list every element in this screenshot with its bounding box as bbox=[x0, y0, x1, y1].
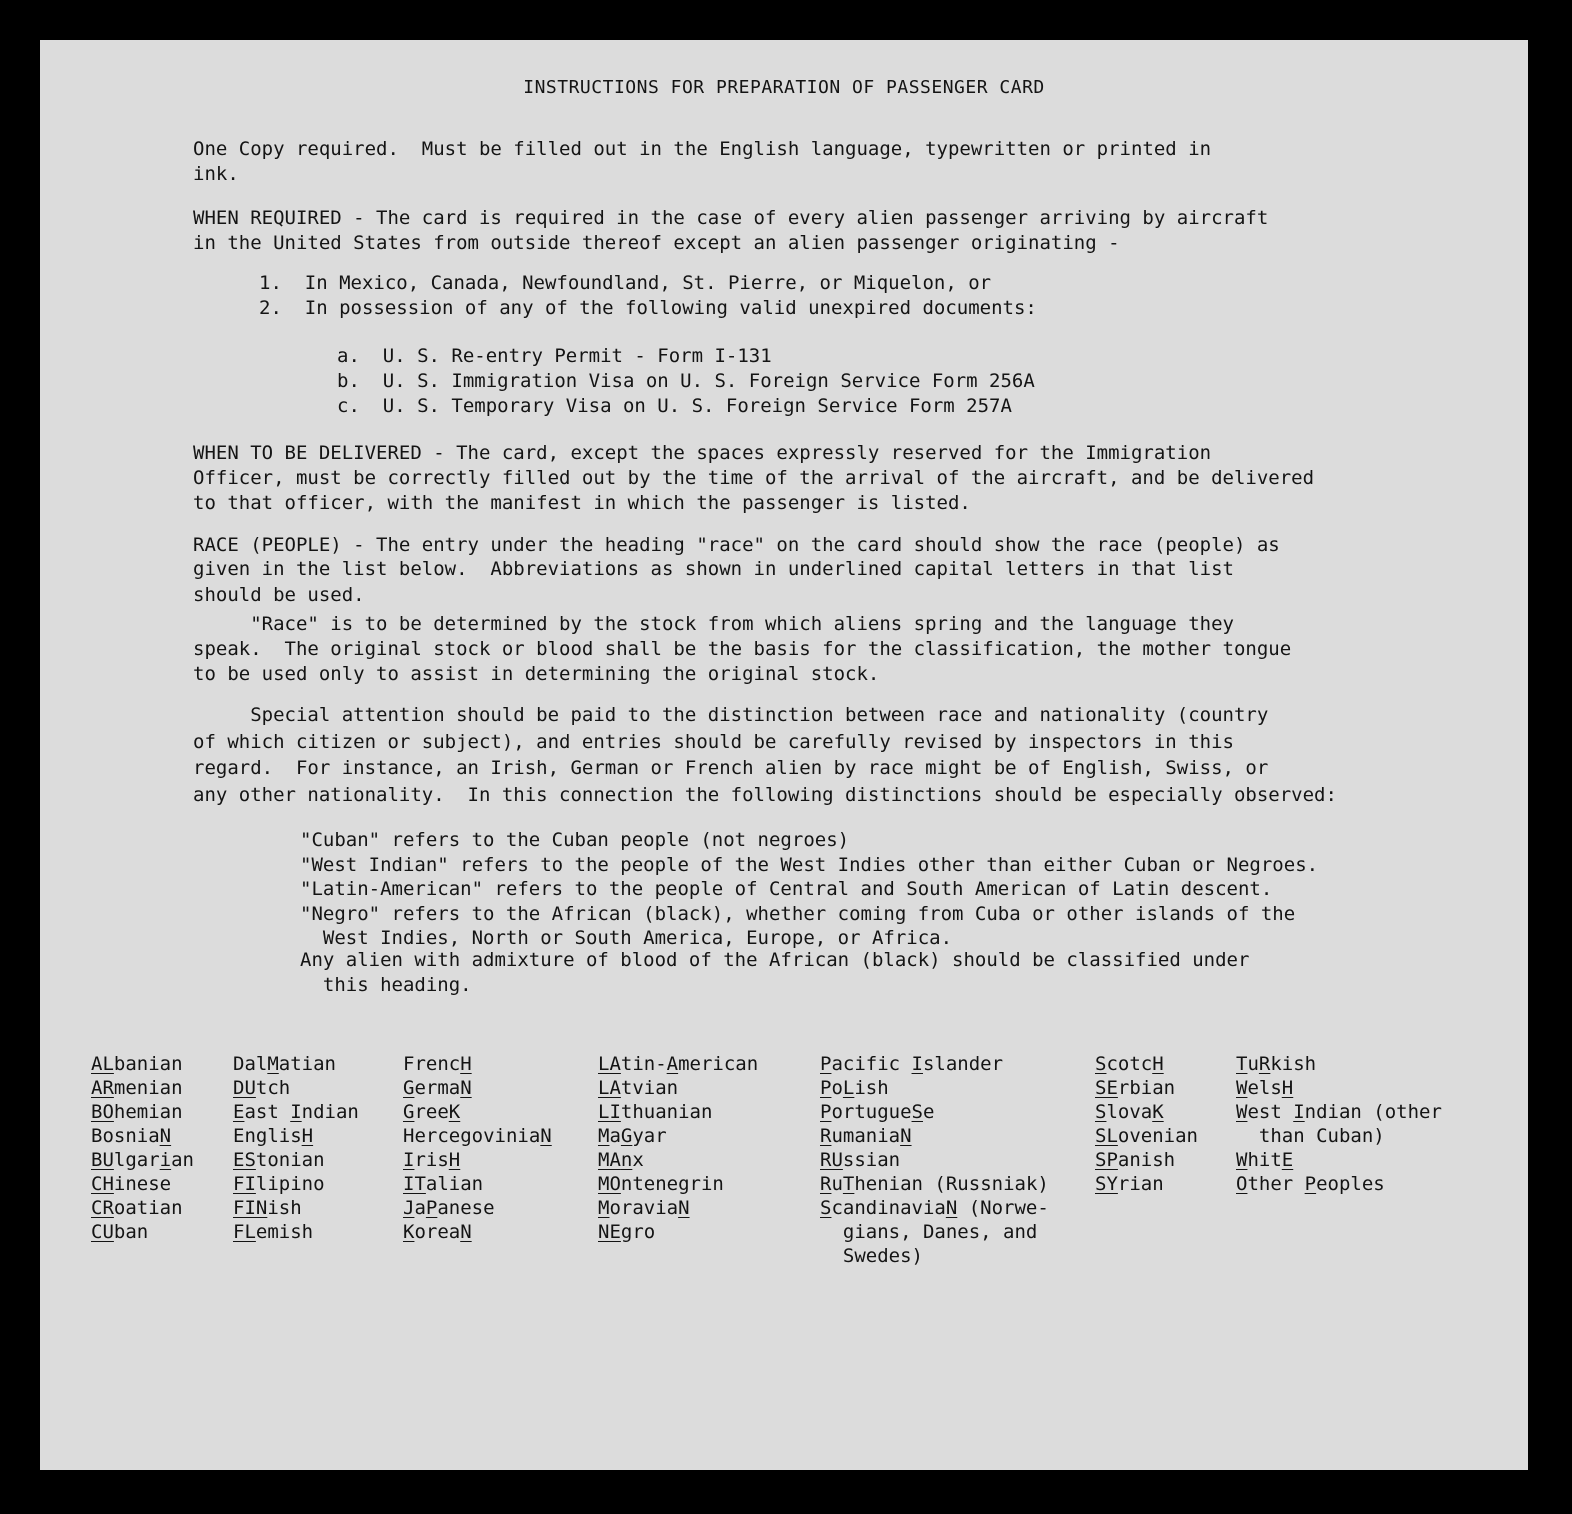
race-text: x bbox=[632, 1149, 644, 1171]
race-entry bbox=[820, 1172, 1049, 1196]
race-abbreviation: n bbox=[620, 1149, 633, 1171]
race-text: kish bbox=[1270, 1053, 1317, 1075]
race-abbreviation: R bbox=[1258, 1053, 1271, 1075]
race-abbreviation: S bbox=[1095, 1053, 1107, 1075]
race-text: ovenian bbox=[1117, 1125, 1198, 1147]
race-text: a bbox=[609, 1125, 621, 1147]
race-text: u bbox=[831, 1173, 843, 1195]
race-abbreviation: AR bbox=[91, 1077, 114, 1099]
race-text: candinavia bbox=[831, 1197, 946, 1219]
intro-line-1: One Copy required. Must be filled out in the English language, typewritten or printed in bbox=[193, 138, 1212, 160]
race-entry bbox=[1236, 1172, 1385, 1196]
race-text: anese bbox=[437, 1197, 495, 1219]
race-abbreviation: RU bbox=[820, 1149, 843, 1171]
condition-item-1: 1. In Mexico, Canada, Newfoundland, St. Pierre, or Miquelon, or bbox=[259, 272, 992, 294]
race-text: ish bbox=[267, 1197, 302, 1219]
when-required-line-2: in the United States from outside thereof except an alien passenger originating - bbox=[193, 232, 1120, 254]
race-abbreviation: AL bbox=[91, 1053, 114, 1075]
race-entry bbox=[1236, 1076, 1293, 1100]
race-entry bbox=[1236, 1100, 1442, 1124]
race-text: rian bbox=[1117, 1173, 1164, 1195]
race-text: merican bbox=[678, 1053, 759, 1075]
race-abbreviation: N bbox=[460, 1221, 472, 1243]
race-abbreviation: CH bbox=[91, 1173, 114, 1195]
race-abbreviation: S bbox=[1095, 1149, 1107, 1171]
race-intro-line-2: given in the list below. Abbreviations as shown in underlined capital letters in that list bbox=[193, 558, 1234, 580]
race-text: ndian (other bbox=[1304, 1101, 1442, 1123]
race-abbreviation: N bbox=[678, 1197, 690, 1219]
race-entry bbox=[91, 1148, 194, 1172]
race-abbreviation: N bbox=[540, 1125, 552, 1147]
distinction-line-7: this heading. bbox=[300, 974, 472, 996]
race-abbreviation: NE bbox=[598, 1221, 621, 1243]
race-text: umania bbox=[831, 1125, 901, 1147]
race-entry bbox=[233, 1148, 325, 1172]
race-entry bbox=[820, 1100, 934, 1124]
race-abbreviation: MO bbox=[598, 1173, 621, 1195]
race-text: gians, Danes, and bbox=[820, 1221, 1038, 1243]
race-text: oravia bbox=[609, 1197, 679, 1219]
race-abbreviation: L bbox=[842, 1077, 855, 1099]
race-entry bbox=[91, 1172, 171, 1196]
race-abbreviation: G bbox=[403, 1101, 415, 1123]
distinction-line-5: West Indies, North or South America, Europe, or Africa. bbox=[300, 927, 953, 949]
distinction-line-3: "Latin-American" refers to the people of Central and South American of Latin descent. bbox=[300, 878, 1273, 900]
race-abbreviation: W bbox=[1236, 1149, 1248, 1171]
special-attention-line-1: Special attention should be paid to the distinction between race and nationality (country bbox=[193, 704, 1269, 726]
race-abbreviation: DU bbox=[233, 1077, 256, 1099]
race-entry bbox=[1095, 1100, 1164, 1124]
race-abbreviation: I bbox=[1293, 1101, 1305, 1123]
condition-item-2: 2. In possession of any of the following valid unexpired documents: bbox=[259, 297, 1037, 319]
race-intro-line-1: RACE (PEOPLE) - The entry under the heading "race" on the card should show the race (people) as bbox=[193, 534, 1280, 556]
race-entry bbox=[820, 1244, 923, 1268]
race-text: Dal bbox=[233, 1053, 268, 1075]
race-text: tin- bbox=[620, 1053, 667, 1075]
race-entry bbox=[820, 1052, 1003, 1076]
race-entry bbox=[403, 1052, 472, 1076]
race-abbreviation: I bbox=[911, 1053, 923, 1075]
race-text: ban bbox=[113, 1221, 149, 1243]
race-abbreviation: G bbox=[403, 1077, 415, 1099]
document-page bbox=[40, 40, 1528, 1470]
race-text: ndian bbox=[301, 1101, 359, 1123]
race-text: orea bbox=[414, 1221, 461, 1243]
race-text: ortugue bbox=[831, 1101, 912, 1123]
race-abbreviation: T bbox=[842, 1173, 855, 1195]
race-text: tvian bbox=[620, 1077, 679, 1099]
race-abbreviation: H bbox=[460, 1053, 472, 1075]
race-text: emish bbox=[255, 1221, 314, 1243]
race-text: slander bbox=[922, 1053, 1004, 1075]
race-abbreviation: N bbox=[159, 1125, 172, 1147]
race-text: rbian bbox=[1117, 1077, 1176, 1099]
race-text: an bbox=[171, 1149, 194, 1171]
race-abbreviation: IT bbox=[403, 1173, 426, 1195]
race-abbreviation: FL bbox=[233, 1221, 256, 1243]
race-entry bbox=[1095, 1148, 1175, 1172]
race-abbreviation: M bbox=[598, 1197, 610, 1219]
race-text: ther bbox=[1247, 1173, 1305, 1195]
race-abbreviation: LI bbox=[598, 1101, 621, 1123]
when-delivered-line-2: Officer, must be correctly filled out by the time of the arrival of the aircraft, and be delivered bbox=[193, 467, 1315, 489]
race-abbreviation: E bbox=[233, 1101, 245, 1123]
race-text: ree bbox=[414, 1101, 449, 1123]
race-entry bbox=[91, 1076, 183, 1100]
race-abbreviation: W bbox=[1236, 1077, 1248, 1099]
race-abbreviation: BU bbox=[91, 1149, 114, 1171]
race-entry bbox=[1236, 1052, 1316, 1076]
race-abbreviation: SL bbox=[1095, 1125, 1118, 1147]
race-entry bbox=[1095, 1124, 1198, 1148]
race-text: lova bbox=[1106, 1101, 1153, 1123]
race-abbreviation: K bbox=[1152, 1101, 1164, 1123]
race-abbreviation: LA bbox=[598, 1053, 621, 1075]
race-text: hit bbox=[1247, 1149, 1282, 1171]
race-text: menian bbox=[113, 1077, 183, 1099]
intro-line-2: ink. bbox=[193, 163, 239, 185]
race-entry bbox=[403, 1100, 460, 1124]
race-text: henian (Russniak) bbox=[854, 1173, 1049, 1195]
race-entry bbox=[403, 1220, 472, 1244]
distinction-line-1: "Cuban" refers to the Cuban people (not negroes) bbox=[300, 829, 850, 851]
document-item-a: a. U. S. Re-entry Permit - Form I-131 bbox=[337, 345, 772, 367]
race-abbreviation: S bbox=[911, 1101, 923, 1123]
race-abbreviation: P bbox=[1304, 1173, 1317, 1195]
race-entry bbox=[820, 1124, 912, 1148]
special-attention-line-4: any other nationality. In this connection the following distinctions should be especially observed: bbox=[193, 784, 1337, 806]
race-entry bbox=[598, 1124, 667, 1148]
race-entry bbox=[598, 1052, 758, 1076]
race-abbreviation: H bbox=[1152, 1053, 1164, 1075]
race-abbreviation: FI bbox=[233, 1173, 256, 1195]
race-entry bbox=[91, 1124, 171, 1148]
race-text: Bosnia bbox=[91, 1125, 160, 1147]
race-definition-line-3: to be used only to assist in determining the original stock. bbox=[193, 663, 880, 685]
race-abbreviation: BO bbox=[91, 1101, 114, 1123]
race-abbreviation: N bbox=[460, 1077, 472, 1099]
race-entry bbox=[233, 1196, 302, 1220]
race-text: ntenegrin bbox=[620, 1173, 724, 1195]
race-text: els bbox=[1247, 1077, 1282, 1099]
race-text: hemian bbox=[113, 1101, 183, 1123]
race-text: lipino bbox=[255, 1173, 325, 1195]
special-attention-line-2: of which citizen or subject), and entries should be carefully revised by inspectors in this bbox=[193, 731, 1234, 753]
race-text: yar bbox=[632, 1125, 667, 1147]
race-text: thuanian bbox=[620, 1101, 713, 1123]
race-text: Englis bbox=[233, 1125, 302, 1147]
race-definition-line-2: speak. The original stock or blood shall be the basis for the classification, the mother tongue bbox=[193, 638, 1292, 660]
race-abbreviation: W bbox=[1236, 1101, 1248, 1123]
race-abbreviation: i bbox=[159, 1149, 172, 1171]
race-abbreviation: CU bbox=[91, 1221, 114, 1243]
race-text: ris bbox=[414, 1149, 449, 1171]
race-text: inese bbox=[113, 1173, 172, 1195]
race-entry bbox=[233, 1220, 313, 1244]
race-abbreviation: H bbox=[448, 1149, 461, 1171]
race-entry bbox=[403, 1196, 495, 1220]
race-text: tch bbox=[255, 1077, 291, 1099]
race-entry bbox=[1095, 1172, 1164, 1196]
race-entry bbox=[403, 1172, 483, 1196]
race-entry bbox=[403, 1148, 460, 1172]
race-abbreviation: M bbox=[598, 1125, 610, 1147]
race-entry bbox=[820, 1148, 900, 1172]
race-entry bbox=[1236, 1124, 1385, 1148]
race-text: acific bbox=[831, 1053, 912, 1075]
race-text: anish bbox=[1117, 1149, 1176, 1171]
race-abbreviation: J bbox=[403, 1197, 415, 1219]
race-text: oatian bbox=[113, 1197, 183, 1219]
race-text: (Norwe- bbox=[957, 1197, 1049, 1219]
race-abbreviation: N bbox=[900, 1125, 912, 1147]
when-delivered-line-3: to that officer, with the manifest in which the passenger is listed. bbox=[193, 492, 971, 514]
race-entry bbox=[91, 1052, 183, 1076]
race-abbreviation: A bbox=[666, 1053, 679, 1075]
race-abbreviation: K bbox=[448, 1101, 461, 1123]
when-delivered-line-1: WHEN TO BE DELIVERED - The card, except the spaces expressly reserved for the Immigration bbox=[193, 442, 1212, 464]
race-entry bbox=[598, 1172, 724, 1196]
race-abbreviation: I bbox=[403, 1149, 415, 1171]
race-abbreviation: G bbox=[620, 1125, 633, 1147]
race-text: ish bbox=[854, 1077, 889, 1099]
race-entry bbox=[91, 1196, 183, 1220]
race-text: cotc bbox=[1106, 1053, 1153, 1075]
race-entry bbox=[598, 1148, 644, 1172]
race-abbreviation: O bbox=[1236, 1173, 1248, 1195]
race-entry bbox=[820, 1196, 1049, 1220]
race-entry bbox=[820, 1220, 1037, 1244]
race-entry bbox=[403, 1076, 472, 1100]
race-entry bbox=[598, 1100, 712, 1124]
race-entry bbox=[598, 1220, 655, 1244]
race-text: a bbox=[414, 1197, 426, 1219]
when-required-line-1: WHEN REQUIRED - The card is required in the case of every alien passenger arriving by aircraft bbox=[193, 207, 1269, 229]
distinction-line-6: Any alien with admixture of blood of the African (black) should be classified under bbox=[300, 949, 1250, 971]
race-definition-line-1: "Race" is to be determined by the stock from which aliens spring and the language they bbox=[193, 613, 1234, 635]
race-text: ast bbox=[244, 1101, 291, 1123]
race-abbreviation: SY bbox=[1095, 1173, 1118, 1195]
race-text: atian bbox=[278, 1053, 336, 1075]
race-abbreviation: LA bbox=[598, 1077, 621, 1099]
page-title: INSTRUCTIONS FOR PREPARATION OF PASSENGER CARD bbox=[523, 77, 1045, 98]
race-abbreviation: P bbox=[820, 1077, 832, 1099]
race-text: alian bbox=[425, 1173, 484, 1195]
document-item-c: c. U. S. Temporary Visa on U. S. Foreign Service Form 257A bbox=[337, 395, 1012, 417]
race-entry bbox=[820, 1076, 889, 1100]
race-abbreviation: P bbox=[820, 1101, 832, 1123]
race-text: Hercegovinia bbox=[403, 1125, 541, 1147]
race-entry bbox=[233, 1172, 325, 1196]
race-entry bbox=[233, 1100, 359, 1124]
race-text: tonian bbox=[255, 1149, 325, 1171]
race-entry bbox=[403, 1124, 552, 1148]
race-text: ssian bbox=[842, 1149, 901, 1171]
race-abbreviation: S bbox=[1095, 1101, 1107, 1123]
race-entry bbox=[598, 1076, 678, 1100]
race-abbreviation: P bbox=[425, 1197, 438, 1219]
race-abbreviation: R bbox=[820, 1125, 832, 1147]
race-intro-line-3: should be used. bbox=[193, 584, 365, 606]
race-entry bbox=[91, 1220, 148, 1244]
race-entry bbox=[1095, 1052, 1164, 1076]
race-abbreviation: H bbox=[1281, 1077, 1294, 1099]
race-text: lgar bbox=[113, 1149, 160, 1171]
race-abbreviation: R bbox=[820, 1173, 832, 1195]
race-entry bbox=[1236, 1148, 1293, 1172]
race-entry bbox=[233, 1052, 336, 1076]
distinction-line-4: "Negro" refers to the African (black), whether coming from Cuba or other islands of the bbox=[300, 903, 1296, 925]
race-text: o bbox=[831, 1077, 843, 1099]
race-abbreviation: E bbox=[1281, 1149, 1294, 1171]
race-entry bbox=[598, 1196, 690, 1220]
race-text: eoples bbox=[1316, 1173, 1385, 1195]
race-text: u bbox=[1247, 1053, 1259, 1075]
race-abbreviation: S bbox=[820, 1197, 832, 1219]
special-attention-line-3: regard. For instance, an Irish, German or French alien by race might be of English, Swiss, or bbox=[193, 757, 1269, 779]
race-text: est bbox=[1247, 1101, 1294, 1123]
distinction-line-2: "West Indian" refers to the people of the West Indies other than either Cuban or Negroes. bbox=[300, 854, 1319, 876]
race-abbreviation: CR bbox=[91, 1197, 114, 1219]
race-text: gro bbox=[620, 1221, 656, 1243]
race-text: than Cuban) bbox=[1236, 1125, 1385, 1147]
race-text: banian bbox=[113, 1053, 183, 1075]
document-item-b: b. U. S. Immigration Visa on U. S. Foreign Service Form 256A bbox=[337, 370, 1035, 392]
race-text: erma bbox=[414, 1077, 461, 1099]
race-abbreviation: P bbox=[1106, 1149, 1118, 1171]
race-abbreviation: FIN bbox=[233, 1197, 268, 1219]
race-abbreviation: N bbox=[945, 1197, 958, 1219]
race-abbreviation: P bbox=[820, 1053, 832, 1075]
race-abbreviation: SE bbox=[1095, 1077, 1118, 1099]
race-abbreviation: I bbox=[290, 1101, 302, 1123]
race-abbreviation: T bbox=[1236, 1053, 1248, 1075]
race-abbreviation: ES bbox=[233, 1149, 256, 1171]
race-entry bbox=[233, 1076, 290, 1100]
race-text: e bbox=[922, 1101, 935, 1123]
race-text: Frenc bbox=[403, 1053, 461, 1075]
race-abbreviation: H bbox=[301, 1125, 314, 1147]
race-text: Swedes) bbox=[820, 1245, 923, 1267]
race-abbreviation: K bbox=[403, 1221, 415, 1243]
race-abbreviation: M bbox=[267, 1053, 279, 1075]
race-abbreviation: MA bbox=[598, 1149, 621, 1171]
race-entry bbox=[233, 1124, 313, 1148]
race-entry bbox=[1095, 1076, 1175, 1100]
race-entry bbox=[91, 1100, 183, 1124]
